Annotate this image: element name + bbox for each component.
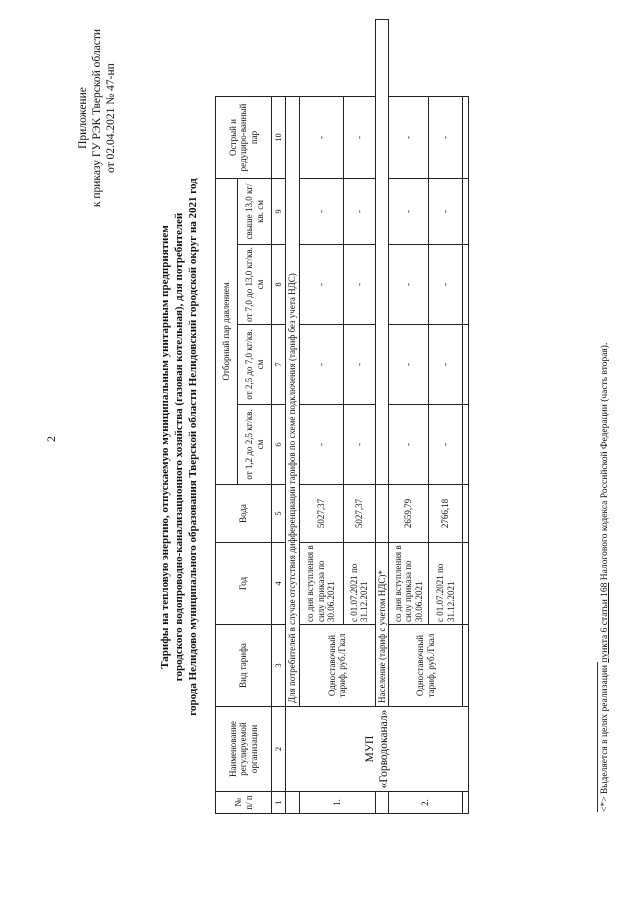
- column-number: 5: [272, 485, 286, 543]
- value-cell: -: [389, 405, 429, 485]
- title-line-3: города Нелидово муниципального образования Тверской области Нелидовский городской округ на 2021 год: [187, 178, 199, 716]
- value-cell: -: [299, 325, 343, 405]
- empty-cell: [463, 485, 469, 543]
- section-title-2: Население (тариф с учетом НДС)*: [375, 543, 389, 707]
- empty-cell: [463, 178, 469, 244]
- value-cell: -: [343, 325, 375, 405]
- section-spacer: [286, 792, 300, 814]
- footnote-divider: [597, 662, 598, 812]
- header-sharp-steam: Острый и редуциро-ванный пар: [216, 96, 272, 178]
- page-number: 2: [44, 436, 58, 442]
- value-cell: -: [429, 245, 463, 325]
- value-cell: -: [343, 178, 375, 244]
- tariff-type-cell: Одноставочный тариф, руб./Гкал: [299, 625, 375, 707]
- document-title: [158, 52, 200, 842]
- header-tariff-type: Вид тарифа: [216, 625, 272, 707]
- year-cell: с 01.07.2021 по 31.12.2021: [343, 543, 375, 625]
- value-cell: -: [343, 245, 375, 325]
- footnote-law-link[interactable]: пункта 6 статьи 168: [600, 582, 610, 663]
- value-cell: -: [429, 178, 463, 244]
- title-line-1: Тарифы на тепловую энергию, отпускаемую муниципальным унитарным предприятием: [159, 225, 171, 669]
- column-number: 1: [272, 792, 286, 814]
- empty-cell: [463, 792, 469, 814]
- empty-cell: [463, 543, 469, 625]
- year-cell: со дня вступления в силу приказа по 30.06.2021: [389, 543, 429, 625]
- value-cell: -: [299, 96, 343, 178]
- empty-cell: [463, 405, 469, 485]
- value-cell: -: [299, 245, 343, 325]
- section-spacer: [375, 485, 389, 543]
- water-value: 2766,18: [429, 485, 463, 543]
- value-cell: -: [429, 325, 463, 405]
- section-row-2: [375, 20, 389, 814]
- year-cell: с 01.07.2021 по 31.12.2021: [429, 543, 463, 625]
- empty-cell: [463, 325, 469, 405]
- water-value: 5027,37: [299, 485, 343, 543]
- section-spacer: [375, 792, 389, 814]
- column-number-row: [272, 20, 286, 814]
- annex-line-2: к приказу ГУ РЭК Тверской области: [91, 28, 103, 208]
- header-pressure-2: от 2,5 до 7,0 кг/кв. см: [238, 325, 272, 405]
- empty-cell: [463, 245, 469, 325]
- column-number: 8: [272, 245, 286, 325]
- annex-line-3: от 02.04.2021 № 47-нп: [105, 63, 117, 173]
- column-number: 3: [272, 625, 286, 707]
- column-number: 4: [272, 543, 286, 625]
- column-number: 7: [272, 325, 286, 405]
- water-value: 2659,79: [389, 485, 429, 543]
- section-title-1: Для потребителей в случае отсутствия дифференциации тарифов по схеме подключения (тариф без учета НДС): [286, 96, 300, 706]
- header-pressure-4: свыше 13,0 кг/кв. см: [238, 178, 272, 244]
- header-water: Вода: [216, 485, 272, 543]
- value-cell: -: [389, 178, 429, 244]
- header-steam-group: Отборный пар давлением: [216, 178, 238, 484]
- footnote-prefix: <*> Выделяется в целях реализации: [600, 662, 610, 812]
- table-row: [389, 20, 429, 814]
- value-cell: -: [343, 96, 375, 178]
- value-cell: -: [389, 96, 429, 178]
- header-org: Наименование регулируемой организации: [216, 707, 272, 792]
- tariff-type-cell: Одноставочный тариф, руб./Гкал: [389, 625, 463, 707]
- header-row-1: [216, 20, 238, 814]
- water-value: 5027,37: [343, 485, 375, 543]
- empty-cell: [463, 625, 469, 707]
- table-bottom-row: [463, 20, 469, 814]
- value-cell: -: [429, 96, 463, 178]
- value-cell: -: [299, 405, 343, 485]
- value-cell: -: [343, 405, 375, 485]
- header-pressure-1: от 1,2 до 2,5 кг/кв. см: [238, 405, 272, 485]
- section-row-1: [286, 20, 300, 814]
- footnote: [600, 52, 610, 812]
- header-year: Год: [216, 543, 272, 625]
- value-cell: -: [299, 178, 343, 244]
- row-num: 2.: [389, 792, 463, 814]
- footnote-suffix: Налогового кодекса Российской Федерации (часть вторая).: [600, 342, 610, 583]
- column-number: 10: [272, 96, 286, 178]
- section-spacer: [375, 20, 389, 485]
- year-cell: со дня вступления в силу приказа по 30.06.2021: [299, 543, 343, 625]
- column-number: 9: [272, 178, 286, 244]
- header-pressure-3: от 7,0 до 13,0 кг/кв. см: [238, 245, 272, 325]
- column-number: 6: [272, 405, 286, 485]
- header-num: № п/ п: [216, 792, 272, 814]
- value-cell: -: [389, 325, 429, 405]
- org-name-cell: МУП «Горводоканал»: [286, 707, 469, 792]
- value-cell: -: [389, 245, 429, 325]
- annex-line-1: Приложение: [77, 87, 89, 149]
- row-num: 1.: [299, 792, 375, 814]
- table-row: [299, 20, 343, 814]
- empty-cell: [463, 96, 469, 178]
- column-number: 2: [272, 707, 286, 792]
- annex-header: [76, 18, 118, 218]
- tariff-table: [215, 19, 469, 814]
- value-cell: -: [429, 405, 463, 485]
- title-line-2: городского водопроводно-канализационного хозяйства (газовая котельная), для потребителей: [173, 212, 185, 682]
